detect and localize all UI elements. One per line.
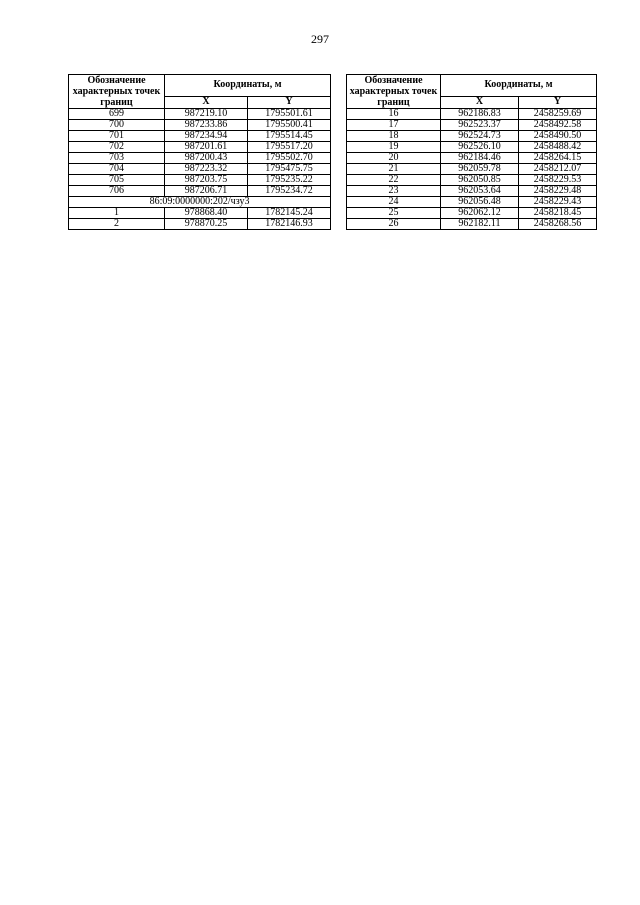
table-row bbox=[347, 131, 597, 142]
y-coordinate-cell: 1795501.61 bbox=[248, 109, 331, 120]
y-header: Y bbox=[519, 96, 597, 108]
y-coordinate-cell: 2458492.58 bbox=[519, 120, 597, 131]
x-coordinate-cell: 987201.61 bbox=[165, 142, 248, 153]
x-coordinate-cell: 962053.64 bbox=[441, 186, 519, 197]
table-row bbox=[69, 131, 331, 142]
table-row bbox=[69, 109, 331, 120]
x-coordinate-cell: 962056.48 bbox=[441, 197, 519, 208]
x-coordinate-cell: 987233.86 bbox=[165, 120, 248, 131]
y-coordinate-cell: 2458212.07 bbox=[519, 164, 597, 175]
point-id-cell: 21 bbox=[347, 164, 441, 175]
table-row bbox=[347, 142, 597, 153]
table-row bbox=[347, 164, 597, 175]
point-id-cell: 25 bbox=[347, 208, 441, 219]
y-coordinate-cell: 2458218.45 bbox=[519, 208, 597, 219]
section-label: 86:09:0000000:202/чзу3 bbox=[69, 197, 331, 208]
point-id-cell: 701 bbox=[69, 131, 165, 142]
point-id-cell: 20 bbox=[347, 153, 441, 164]
y-coordinate-cell: 2458229.48 bbox=[519, 186, 597, 197]
table-row bbox=[69, 120, 331, 131]
point-id-cell: 24 bbox=[347, 197, 441, 208]
x-coordinate-cell: 962526.10 bbox=[441, 142, 519, 153]
table-row bbox=[347, 153, 597, 164]
table-body-right bbox=[347, 109, 597, 230]
x-coordinate-cell: 987206.71 bbox=[165, 186, 248, 197]
y-coordinate-cell: 2458490.50 bbox=[519, 131, 597, 142]
page-number: 297 bbox=[311, 32, 329, 46]
point-id-cell: 704 bbox=[69, 164, 165, 175]
x-coordinate-cell: 987223.32 bbox=[165, 164, 248, 175]
point-id-cell: 26 bbox=[347, 219, 441, 230]
point-id-cell: 18 bbox=[347, 131, 441, 142]
point-id-cell: 2 bbox=[69, 219, 165, 230]
x-coordinate-cell: 978870.25 bbox=[165, 219, 248, 230]
x-header: X bbox=[441, 96, 519, 108]
y-coordinate-cell: 2458259.69 bbox=[519, 109, 597, 120]
point-label-header: Обозначение характерных точек границ bbox=[347, 75, 441, 109]
table-row bbox=[69, 164, 331, 175]
y-coordinate-cell: 2458488.42 bbox=[519, 142, 597, 153]
table-row bbox=[69, 197, 331, 208]
x-coordinate-cell: 962186.83 bbox=[441, 109, 519, 120]
point-id-cell: 19 bbox=[347, 142, 441, 153]
x-coordinate-cell: 962524.73 bbox=[441, 131, 519, 142]
x-coordinate-cell: 962184.46 bbox=[441, 153, 519, 164]
x-coordinate-cell: 987200.43 bbox=[165, 153, 248, 164]
point-id-cell: 703 bbox=[69, 153, 165, 164]
point-id-cell: 705 bbox=[69, 175, 165, 186]
table-row bbox=[69, 175, 331, 186]
point-id-cell: 702 bbox=[69, 142, 165, 153]
coordinates-table-right bbox=[346, 74, 597, 230]
table-row bbox=[347, 208, 597, 219]
x-header: X bbox=[165, 96, 248, 108]
x-coordinate-cell: 962059.78 bbox=[441, 164, 519, 175]
x-coordinate-cell: 962062.12 bbox=[441, 208, 519, 219]
y-coordinate-cell: 2458268.56 bbox=[519, 219, 597, 230]
table-row bbox=[347, 175, 597, 186]
point-id-cell: 16 bbox=[347, 109, 441, 120]
point-id-cell: 706 bbox=[69, 186, 165, 197]
coordinates-table-left bbox=[68, 74, 331, 230]
y-coordinate-cell: 2458229.53 bbox=[519, 175, 597, 186]
y-coordinate-cell: 1795502.70 bbox=[248, 153, 331, 164]
coordinates-header: Координаты, м bbox=[441, 75, 597, 97]
y-header: Y bbox=[248, 96, 331, 108]
y-coordinate-cell: 1795514.45 bbox=[248, 131, 331, 142]
x-coordinate-cell: 978868.40 bbox=[165, 208, 248, 219]
x-coordinate-cell: 962182.11 bbox=[441, 219, 519, 230]
point-id-cell: 17 bbox=[347, 120, 441, 131]
table-row bbox=[69, 153, 331, 164]
x-coordinate-cell: 987234.94 bbox=[165, 131, 248, 142]
y-coordinate-cell: 2458229.43 bbox=[519, 197, 597, 208]
y-coordinate-cell: 1795517.20 bbox=[248, 142, 331, 153]
x-coordinate-cell: 987219.10 bbox=[165, 109, 248, 120]
x-coordinate-cell: 962523.37 bbox=[441, 120, 519, 131]
x-coordinate-cell: 987203.75 bbox=[165, 175, 248, 186]
point-id-cell: 23 bbox=[347, 186, 441, 197]
table-body-left bbox=[69, 109, 331, 230]
x-coordinate-cell: 962050.85 bbox=[441, 175, 519, 186]
y-coordinate-cell: 1795475.75 bbox=[248, 164, 331, 175]
table-row bbox=[347, 109, 597, 120]
table-row bbox=[69, 186, 331, 197]
point-id-cell: 22 bbox=[347, 175, 441, 186]
table-row bbox=[347, 120, 597, 131]
y-coordinate-cell: 1795500.41 bbox=[248, 120, 331, 131]
y-coordinate-cell: 2458264.15 bbox=[519, 153, 597, 164]
table-row bbox=[347, 186, 597, 197]
point-id-cell: 700 bbox=[69, 120, 165, 131]
y-coordinate-cell: 1795235.22 bbox=[248, 175, 331, 186]
point-id-cell: 699 bbox=[69, 109, 165, 120]
table-row bbox=[347, 219, 597, 230]
table-row bbox=[69, 219, 331, 230]
table-row bbox=[347, 197, 597, 208]
y-coordinate-cell: 1782146.93 bbox=[248, 219, 331, 230]
table-row bbox=[69, 142, 331, 153]
y-coordinate-cell: 1782145.24 bbox=[248, 208, 331, 219]
coordinates-header: Координаты, м bbox=[165, 75, 331, 97]
table-row bbox=[69, 208, 331, 219]
y-coordinate-cell: 1795234.72 bbox=[248, 186, 331, 197]
point-id-cell: 1 bbox=[69, 208, 165, 219]
point-label-header: Обозначение характерных точек границ bbox=[69, 75, 165, 109]
